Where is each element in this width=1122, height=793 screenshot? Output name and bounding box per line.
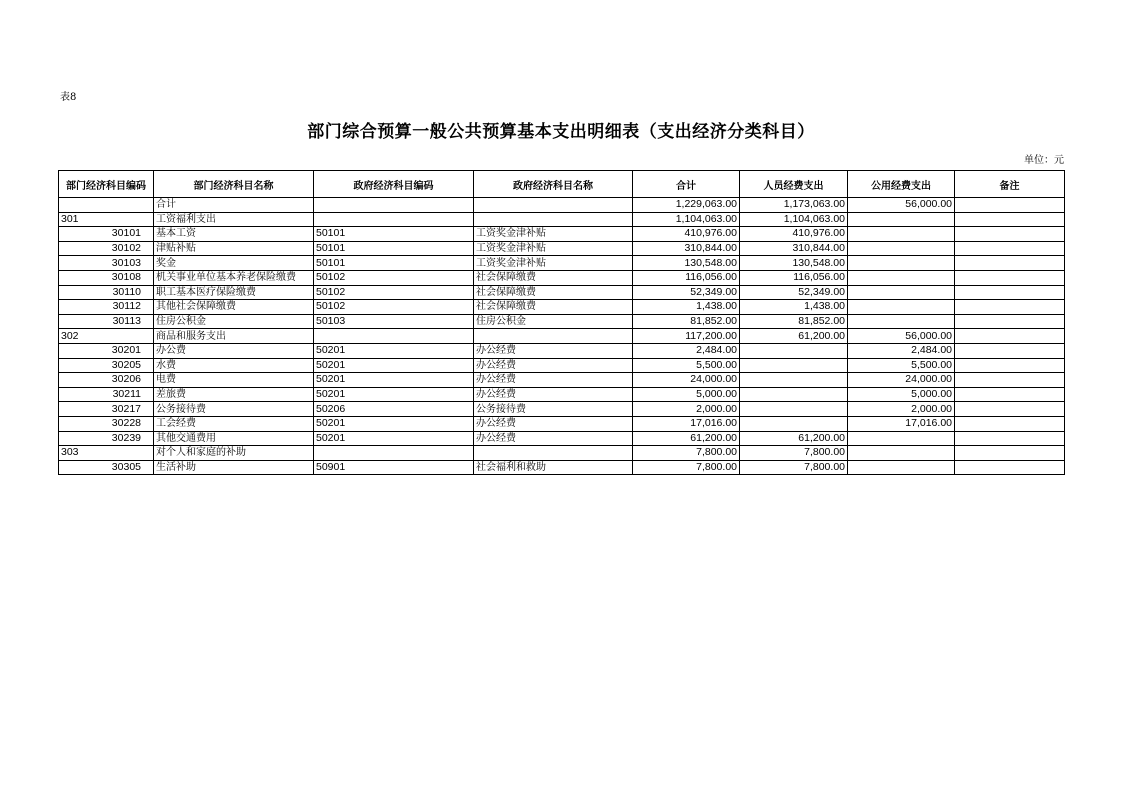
- gov-code-cell: 50206: [314, 402, 474, 417]
- gov-name-cell: 办公经费: [474, 431, 633, 446]
- public-cell: [848, 256, 955, 271]
- table-row: [59, 358, 1065, 373]
- gov-code-cell: 50901: [314, 460, 474, 475]
- note-cell: [955, 212, 1065, 227]
- dept-code-cell: 30211: [59, 387, 154, 402]
- personnel-cell: 1,104,063.00: [740, 212, 848, 227]
- total-cell: 1,104,063.00: [633, 212, 740, 227]
- dept-code-cell: 30113: [59, 314, 154, 329]
- note-cell: [955, 431, 1065, 446]
- public-cell: 56,000.00: [848, 198, 955, 213]
- public-cell: 5,500.00: [848, 358, 955, 373]
- table-row: [59, 329, 1065, 344]
- note-cell: [955, 314, 1065, 329]
- dept-code-cell: 302: [59, 329, 154, 344]
- table-row: [59, 402, 1065, 417]
- personnel-cell: 410,976.00: [740, 227, 848, 242]
- personnel-cell: 310,844.00: [740, 241, 848, 256]
- table-number: 表8: [60, 92, 77, 103]
- public-cell: [848, 241, 955, 256]
- total-cell: 52,349.00: [633, 285, 740, 300]
- total-cell: 1,438.00: [633, 300, 740, 315]
- public-cell: [848, 460, 955, 475]
- public-cell: [848, 446, 955, 461]
- budget-table: [58, 170, 1065, 475]
- gov-name-cell: 住房公积金: [474, 314, 633, 329]
- personnel-cell: [740, 402, 848, 417]
- public-cell: 17,016.00: [848, 416, 955, 431]
- total-cell: 7,800.00: [633, 446, 740, 461]
- note-cell: [955, 300, 1065, 315]
- gov-name-cell: [474, 329, 633, 344]
- dept-name-cell: 津贴补贴: [154, 241, 314, 256]
- total-cell: 5,000.00: [633, 387, 740, 402]
- dept-code-cell: 30206: [59, 373, 154, 388]
- dept-name-cell: 水费: [154, 358, 314, 373]
- total-cell: 61,200.00: [633, 431, 740, 446]
- page-title: 部门综合预算一般公共预算基本支出明细表（支出经济分类科目）: [307, 122, 815, 142]
- dept-name-cell: 差旅费: [154, 387, 314, 402]
- personnel-cell: [740, 373, 848, 388]
- note-cell: [955, 446, 1065, 461]
- total-cell: 1,229,063.00: [633, 198, 740, 213]
- gov-code-cell: 50201: [314, 387, 474, 402]
- personnel-cell: 81,852.00: [740, 314, 848, 329]
- gov-code-cell: [314, 212, 474, 227]
- dept-code-cell: 30103: [59, 256, 154, 271]
- gov-code-cell: 50101: [314, 227, 474, 242]
- note-cell: [955, 198, 1065, 213]
- table-row: [59, 387, 1065, 402]
- total-cell: 130,548.00: [633, 256, 740, 271]
- gov-name-cell: 工资奖金津补贴: [474, 256, 633, 271]
- gov-name-cell: 工资奖金津补贴: [474, 227, 633, 242]
- total-cell: 117,200.00: [633, 329, 740, 344]
- note-cell: [955, 227, 1065, 242]
- dept-code-cell: [59, 198, 154, 213]
- personnel-cell: 116,056.00: [740, 270, 848, 285]
- total-cell: 17,016.00: [633, 416, 740, 431]
- public-cell: 2,484.00: [848, 343, 955, 358]
- table-row: [59, 198, 1065, 213]
- gov-name-cell: [474, 446, 633, 461]
- gov-code-cell: 50102: [314, 285, 474, 300]
- dept-code-cell: 30110: [59, 285, 154, 300]
- header-public: 公用经费支出: [848, 171, 955, 198]
- personnel-cell: 52,349.00: [740, 285, 848, 300]
- gov-code-cell: 50103: [314, 314, 474, 329]
- dept-name-cell: 公务接待费: [154, 402, 314, 417]
- public-cell: 24,000.00: [848, 373, 955, 388]
- dept-code-cell: 30108: [59, 270, 154, 285]
- public-cell: [848, 227, 955, 242]
- personnel-cell: 61,200.00: [740, 431, 848, 446]
- note-cell: [955, 241, 1065, 256]
- personnel-cell: 1,438.00: [740, 300, 848, 315]
- total-cell: 2,484.00: [633, 343, 740, 358]
- public-cell: [848, 314, 955, 329]
- header-dept-code: 部门经济科目编码: [59, 171, 154, 198]
- gov-code-cell: [314, 198, 474, 213]
- header-gov-name: 政府经济科目名称: [474, 171, 633, 198]
- dept-name-cell: 职工基本医疗保险缴费: [154, 285, 314, 300]
- gov-name-cell: 社会保障缴费: [474, 285, 633, 300]
- dept-name-cell: 奖金: [154, 256, 314, 271]
- dept-code-cell: 30112: [59, 300, 154, 315]
- dept-name-cell: 合计: [154, 198, 314, 213]
- note-cell: [955, 416, 1065, 431]
- table-row: [59, 256, 1065, 271]
- table-row: [59, 227, 1065, 242]
- gov-name-cell: 办公经费: [474, 416, 633, 431]
- note-cell: [955, 329, 1065, 344]
- public-cell: 2,000.00: [848, 402, 955, 417]
- table-row: [59, 343, 1065, 358]
- total-cell: 7,800.00: [633, 460, 740, 475]
- table-row: [59, 212, 1065, 227]
- gov-code-cell: 50101: [314, 241, 474, 256]
- gov-name-cell: 公务接待费: [474, 402, 633, 417]
- public-cell: [848, 285, 955, 300]
- note-cell: [955, 270, 1065, 285]
- total-cell: 116,056.00: [633, 270, 740, 285]
- header-row: [59, 171, 1065, 198]
- gov-code-cell: 50201: [314, 431, 474, 446]
- dept-name-cell: 对个人和家庭的补助: [154, 446, 314, 461]
- public-cell: [848, 431, 955, 446]
- dept-name-cell: 机关事业单位基本养老保险缴费: [154, 270, 314, 285]
- table-body: [59, 198, 1065, 475]
- dept-name-cell: 电费: [154, 373, 314, 388]
- gov-name-cell: 社会福利和救助: [474, 460, 633, 475]
- table-row: [59, 270, 1065, 285]
- table-row: [59, 241, 1065, 256]
- note-cell: [955, 402, 1065, 417]
- table-row: [59, 314, 1065, 329]
- personnel-cell: [740, 343, 848, 358]
- gov-code-cell: 50201: [314, 358, 474, 373]
- note-cell: [955, 343, 1065, 358]
- header-note: 备注: [955, 171, 1065, 198]
- gov-name-cell: 办公经费: [474, 343, 633, 358]
- gov-code-cell: 50102: [314, 300, 474, 315]
- dept-name-cell: 工会经费: [154, 416, 314, 431]
- personnel-cell: [740, 358, 848, 373]
- dept-name-cell: 办公费: [154, 343, 314, 358]
- dept-code-cell: 30201: [59, 343, 154, 358]
- gov-code-cell: 50201: [314, 373, 474, 388]
- public-cell: [848, 270, 955, 285]
- table-row: [59, 431, 1065, 446]
- gov-name-cell: 办公经费: [474, 387, 633, 402]
- dept-name-cell: 住房公积金: [154, 314, 314, 329]
- gov-code-cell: 50201: [314, 416, 474, 431]
- table-row: [59, 460, 1065, 475]
- dept-code-cell: 30239: [59, 431, 154, 446]
- personnel-cell: 7,800.00: [740, 460, 848, 475]
- personnel-cell: [740, 416, 848, 431]
- dept-code-cell: 303: [59, 446, 154, 461]
- dept-code-cell: 301: [59, 212, 154, 227]
- dept-code-cell: 30102: [59, 241, 154, 256]
- public-cell: [848, 300, 955, 315]
- gov-name-cell: 办公经费: [474, 358, 633, 373]
- gov-name-cell: [474, 212, 633, 227]
- note-cell: [955, 387, 1065, 402]
- gov-name-cell: 社会保障缴费: [474, 270, 633, 285]
- table-row: [59, 373, 1065, 388]
- gov-name-cell: 办公经费: [474, 373, 633, 388]
- public-cell: 5,000.00: [848, 387, 955, 402]
- total-cell: 24,000.00: [633, 373, 740, 388]
- dept-code-cell: 30305: [59, 460, 154, 475]
- total-cell: 2,000.00: [633, 402, 740, 417]
- header-total: 合计: [633, 171, 740, 198]
- table-row: [59, 285, 1065, 300]
- gov-code-cell: 50201: [314, 343, 474, 358]
- note-cell: [955, 285, 1065, 300]
- table-row: [59, 416, 1065, 431]
- dept-name-cell: 工资福利支出: [154, 212, 314, 227]
- personnel-cell: [740, 387, 848, 402]
- public-cell: [848, 212, 955, 227]
- gov-name-cell: [474, 198, 633, 213]
- header-personnel: 人员经费支出: [740, 171, 848, 198]
- gov-code-cell: [314, 329, 474, 344]
- total-cell: 5,500.00: [633, 358, 740, 373]
- dept-code-cell: 30217: [59, 402, 154, 417]
- note-cell: [955, 256, 1065, 271]
- personnel-cell: 1,173,063.00: [740, 198, 848, 213]
- dept-name-cell: 其他交通费用: [154, 431, 314, 446]
- gov-code-cell: 50102: [314, 270, 474, 285]
- gov-code-cell: [314, 446, 474, 461]
- unit-label: 单位：元: [1024, 155, 1064, 166]
- table-row: [59, 300, 1065, 315]
- header-gov-code: 政府经济科目编码: [314, 171, 474, 198]
- public-cell: 56,000.00: [848, 329, 955, 344]
- gov-name-cell: 社会保障缴费: [474, 300, 633, 315]
- dept-code-cell: 30228: [59, 416, 154, 431]
- dept-code-cell: 30101: [59, 227, 154, 242]
- dept-name-cell: 基本工资: [154, 227, 314, 242]
- table-row: [59, 446, 1065, 461]
- dept-name-cell: 生活补助: [154, 460, 314, 475]
- note-cell: [955, 373, 1065, 388]
- personnel-cell: 130,548.00: [740, 256, 848, 271]
- dept-code-cell: 30205: [59, 358, 154, 373]
- total-cell: 410,976.00: [633, 227, 740, 242]
- gov-code-cell: 50101: [314, 256, 474, 271]
- dept-name-cell: 其他社会保障缴费: [154, 300, 314, 315]
- total-cell: 310,844.00: [633, 241, 740, 256]
- dept-name-cell: 商品和服务支出: [154, 329, 314, 344]
- header-dept-name: 部门经济科目名称: [154, 171, 314, 198]
- note-cell: [955, 460, 1065, 475]
- personnel-cell: 61,200.00: [740, 329, 848, 344]
- total-cell: 81,852.00: [633, 314, 740, 329]
- personnel-cell: 7,800.00: [740, 446, 848, 461]
- note-cell: [955, 358, 1065, 373]
- gov-name-cell: 工资奖金津补贴: [474, 241, 633, 256]
